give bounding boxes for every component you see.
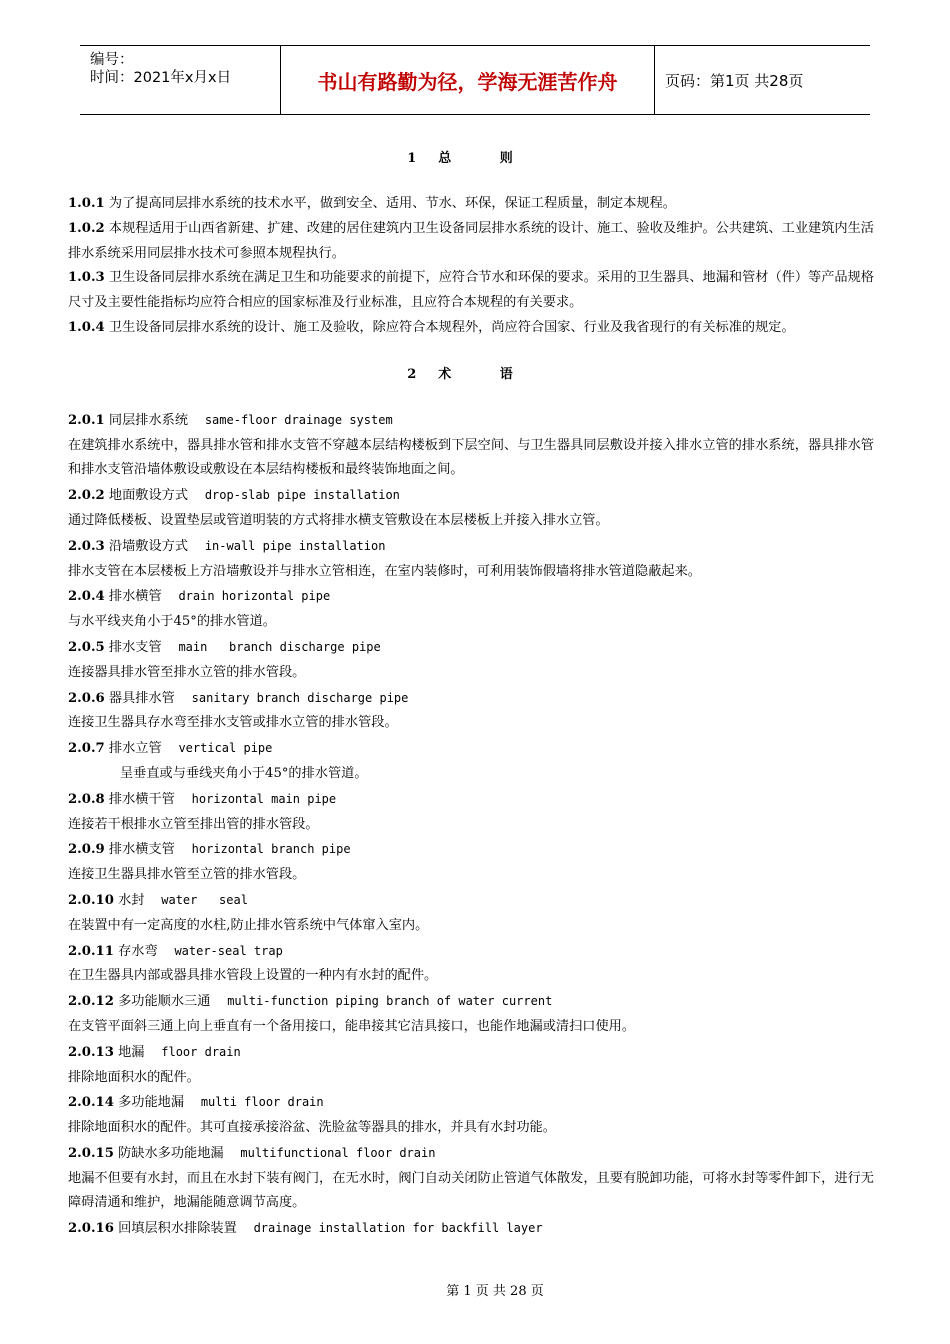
- term-english: horizontal main pipe: [191, 791, 337, 806]
- term-name: 沿墙敷设方式: [108, 538, 189, 554]
- code-label: 编号：: [90, 52, 134, 68]
- document-body: [68, 148, 874, 1242]
- term-english: drain horizontal pipe: [178, 589, 331, 604]
- section-heading: 术 语: [438, 366, 535, 382]
- term-heading: [68, 686, 874, 712]
- term-name: 排水横支管: [108, 842, 175, 858]
- term-number: 2.0.11: [68, 943, 114, 959]
- term-number: 2.0.12: [68, 994, 114, 1010]
- time-label: 时间：2021年x月x日: [90, 70, 232, 86]
- term-number: 2.0.6: [68, 690, 105, 706]
- term-heading: [68, 483, 874, 509]
- term-number: 2.0.8: [68, 791, 105, 807]
- term-definition: 呈垂直或与垂线夹角小于45°的排水管道。: [120, 765, 368, 781]
- term-heading: [68, 736, 874, 762]
- term-name: 地漏: [118, 1044, 145, 1060]
- section-1-clauses: [68, 192, 874, 341]
- term-heading: [68, 1216, 874, 1242]
- term-definition: 地漏不但要有水封，而且在水封下装有阀门，在无水时，阀门自动关闭防止管道气体散发，且要有脱卸功能，可将水封等零件卸下，进行无障碍清通和维护，地漏能随意调节高度。: [68, 1170, 874, 1211]
- term-name: 排水横管: [108, 589, 162, 605]
- term-english: water seal: [161, 892, 248, 907]
- term-number: 2.0.2: [68, 488, 105, 504]
- term-name: 回填层积水排除装置: [118, 1221, 237, 1237]
- clause-number: 1.0.1: [68, 196, 105, 211]
- term-english: main branch discharge pipe: [178, 639, 381, 654]
- term-name: 防缺水多功能地漏: [118, 1145, 224, 1161]
- term-number: 2.0.1: [68, 412, 105, 428]
- clause: [68, 192, 874, 217]
- term-name: 器具排水管: [108, 690, 175, 706]
- term-heading: [68, 1141, 874, 1167]
- term-heading: [68, 989, 874, 1015]
- term-definition: 在卫生器具内部或器具排水管段上设置的一种内有水封的配件。: [68, 968, 438, 984]
- header-page-info: 页码：第1页 共28页: [665, 71, 804, 90]
- clause-text: 本规程适用于山西省新建、扩建、改建的居住建筑内卫生设备同层排水系统的设计、施工、验收及维护。公共建筑、工业建筑内生活排水系统采用同层排水技术可参照本规程执行。: [68, 220, 874, 261]
- term-english: floor drain: [161, 1044, 241, 1059]
- term-name: 存水弯: [118, 943, 158, 959]
- term-name: 多功能顺水三通: [118, 994, 211, 1010]
- term-number: 2.0.3: [68, 538, 105, 554]
- term-definition: 排水支管在本层楼板上方沿墙敷设并与排水立管相连，在室内装修时，可利用装饰假墙将排水管道隐蔽起来。: [68, 563, 701, 579]
- clause: [68, 217, 874, 267]
- clause-text: 卫生设备同层排水系统在满足卫生和功能要求的前提下，应符合节水和环保的要求。采用的卫生器具、地漏和管材（件）等产品规格尺寸及主要性能指标均应符合相应的国家标准及行业标准，且应符合本规程的有关要求。: [68, 270, 874, 311]
- section-number: 2: [407, 366, 417, 382]
- term-english: multi floor drain: [200, 1095, 324, 1110]
- clause-text: 为了提高同层排水系统的技术水平，做到安全、适用、节水、环保，保证工程质量，制定本规程。: [108, 196, 676, 211]
- clause-number: 1.0.4: [68, 319, 105, 335]
- term-number: 2.0.10: [68, 892, 114, 908]
- section-2-title: [68, 364, 874, 386]
- term-name: 排水立管: [108, 741, 162, 757]
- term-name: 排水横干管: [108, 791, 175, 807]
- header-meta-cell: [80, 46, 281, 114]
- term-heading: [68, 534, 874, 560]
- term-name: 多功能地漏: [118, 1095, 185, 1111]
- term-number: 2.0.15: [68, 1145, 114, 1161]
- term-english: horizontal branch pipe: [191, 842, 351, 857]
- section-1-title: [68, 148, 874, 170]
- term-heading: [68, 787, 874, 813]
- section-2-terms: [68, 408, 874, 1242]
- term-heading: [68, 837, 874, 863]
- clause-number: 1.0.3: [68, 270, 105, 286]
- term-heading: [68, 408, 874, 434]
- term-english: multifunctional floor drain: [240, 1145, 436, 1160]
- term-definition: 排除地面积水的配件。其可直接承接浴盆、洗脸盆等器具的排水，并具有水封功能。: [68, 1120, 556, 1136]
- term-number: 2.0.9: [68, 842, 105, 858]
- term-english: multi-function piping branch of water current: [227, 994, 553, 1009]
- term-name: 地面敷设方式: [108, 488, 189, 504]
- page-footer: 第 1 页 共 28 页: [446, 1284, 544, 1299]
- clause: [68, 266, 874, 316]
- page-header: [80, 45, 870, 115]
- term-english: vertical pipe: [178, 741, 273, 756]
- term-number: 2.0.4: [68, 589, 105, 605]
- term-heading: [68, 1090, 874, 1116]
- section-number: 1: [407, 151, 417, 166]
- term-english: same-floor drainage system: [204, 412, 393, 427]
- term-definition: 连接若干根排水立管至排出管的排水管段。: [68, 816, 319, 832]
- term-definition: 连接器具排水管至排水立管的排水管段。: [68, 664, 306, 680]
- term-definition: 在装置中有一定高度的水柱,防止排水管系统中气体窜入室内。: [68, 917, 429, 933]
- term-definition: 在建筑排水系统中，器具排水管和排水支管不穿越本层结构楼板到下层空间、与卫生器具同层敷设并接入排水立管的排水系统，器具排水管和排水支管沿墙体敷设或敷设在本层结构楼板和最终装饰地面之间。: [68, 437, 874, 478]
- term-definition: 与水平线夹角小于45°的排水管道。: [68, 614, 276, 630]
- term-number: 2.0.14: [68, 1095, 114, 1111]
- term-name: 水封: [118, 892, 145, 908]
- clause: [68, 316, 874, 341]
- term-heading: [68, 584, 874, 610]
- term-name: 排水支管: [108, 639, 162, 655]
- term-english: in-wall pipe installation: [204, 538, 386, 553]
- term-definition: 在支管平面斜三通上向上垂直有一个备用接口，能串接其它洁具接口，也能作地漏或清扫口使用。: [68, 1018, 636, 1034]
- term-english: water-seal trap: [174, 943, 283, 958]
- term-heading: [68, 635, 874, 661]
- section-heading: 总 则: [438, 151, 535, 166]
- term-number: 2.0.5: [68, 639, 105, 655]
- term-definition: 通过降低楼板、设置垫层或管道明装的方式将排水横支管敷设在本层楼板上并接入排水立管。: [68, 512, 609, 528]
- term-definition: 连接卫生器具存水弯至排水支管或排水立管的排水管段。: [68, 715, 398, 731]
- term-english: drainage installation for backfill layer: [253, 1221, 543, 1236]
- term-name: 同层排水系统: [108, 412, 189, 428]
- clause-number: 1.0.2: [68, 220, 105, 236]
- header-motto: 书山有路勤为径，学海无涯苦作舟: [281, 46, 655, 114]
- term-number: 2.0.13: [68, 1044, 114, 1060]
- clause-text: 卫生设备同层排水系统的设计、施工及验收，除应符合本规程外，尚应符合国家、行业及我省现行的有关标准的规定。: [108, 319, 795, 335]
- term-number: 2.0.7: [68, 741, 105, 757]
- term-heading: [68, 1040, 874, 1066]
- term-heading: [68, 888, 874, 914]
- term-number: 2.0.16: [68, 1221, 114, 1237]
- term-english: sanitary branch discharge pipe: [191, 690, 409, 705]
- term-english: drop-slab pipe installation: [204, 488, 400, 503]
- term-definition: 连接卫生器具排水管至立管的排水管段。: [68, 867, 306, 883]
- term-definition: 排除地面积水的配件。: [68, 1069, 200, 1085]
- term-heading: [68, 939, 874, 965]
